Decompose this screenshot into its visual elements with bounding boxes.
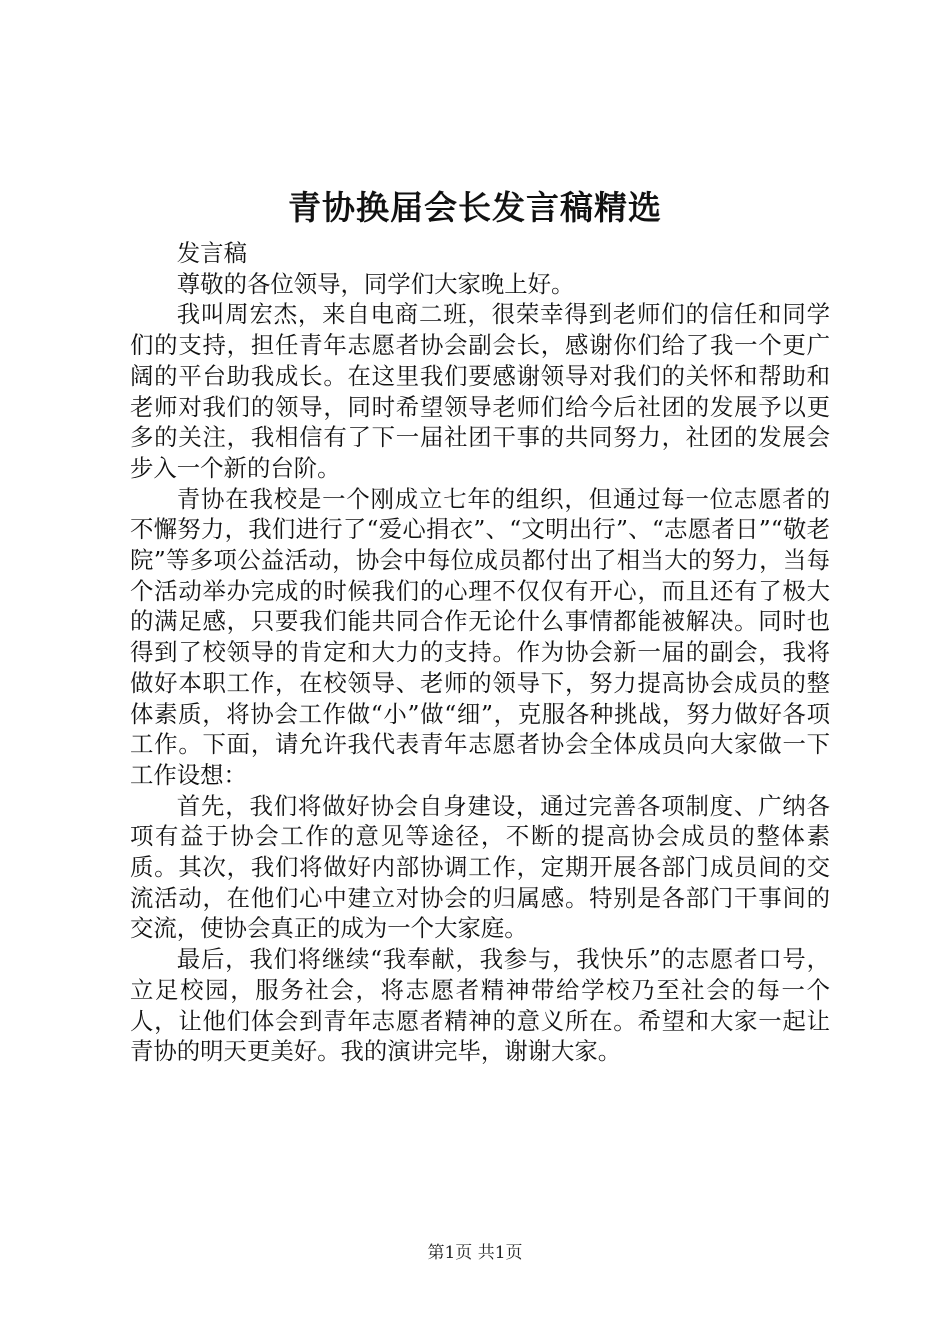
paragraph-activities: 青协在我校是一个刚成立七年的组织，但通过每一位志愿者的不懈努力，我们进行了“爱心捐衣”、“文明出行”、“志愿者日”“敬老院”等多项公益活动，协会中每位成员都付出了相当大的努力，当每个活动举办完成的时候我们的心理不仅仅有开心，而且还有了极大的满足感，只要我们能共同合作无论什么事情都能被解决。同时也得到了校领导的肯定和大力的支持。作为协会新一届的副会，我将做好本职工作，在校领导、老师的领导下，努力提高协会成员的整体素质，将协会工作做“小”做“细”，克服各种挑战，努力做好各项工作。下面，请允许我代表青年志愿者协会全体成员向大家做一下工作设想： (130, 484, 830, 789)
paragraph-introduction: 我叫周宏杰，来自电商二班，很荣幸得到老师们的信任和同学们的支持，担任青年志愿者协会副会长，感谢你们给了我一个更广阔的平台助我成长。在这里我们要感谢领导对我们的关怀和帮助和老师对我们的领导，同时希望领导老师们给今后社团的发展予以更多的关注，我相信有了下一届社团干事的共同努力，社团的发展会步入一个新的台阶。 (130, 300, 830, 482)
paragraph-closing: 最后，我们将继续“我奉献，我参与，我快乐”的志愿者口号，立足校园，服务社会，将志愿者精神带给学校乃至社会的每一个人，让他们体会到青年志愿者精神的意义所在。希望和大家一起让青协的明天更美好。我的演讲完毕，谢谢大家。 (130, 945, 830, 1066)
page-number-footer: 第1页 共1页 (427, 1243, 523, 1263)
paragraph-plan-first: 首先，我们将做好协会自身建设，通过完善各项制度、广纳各项有益于协会工作的意见等途径，不断的提高协会成员的整体素质。其次，我们将做好内部协调工作，定期开展各部门成员间的交流活动，在他们心中建立对协会的归属感。特别是各部门干事间的交流，使协会真正的成为一个大家庭。 (130, 791, 830, 943)
paragraph-greeting: 尊敬的各位领导，同学们大家晚上好。 (176, 269, 575, 298)
document-body (130, 238, 830, 1067)
document-title: 青协换届会长发言稿精选 (288, 188, 662, 227)
paragraph-heading-label: 发言稿 (176, 239, 247, 267)
